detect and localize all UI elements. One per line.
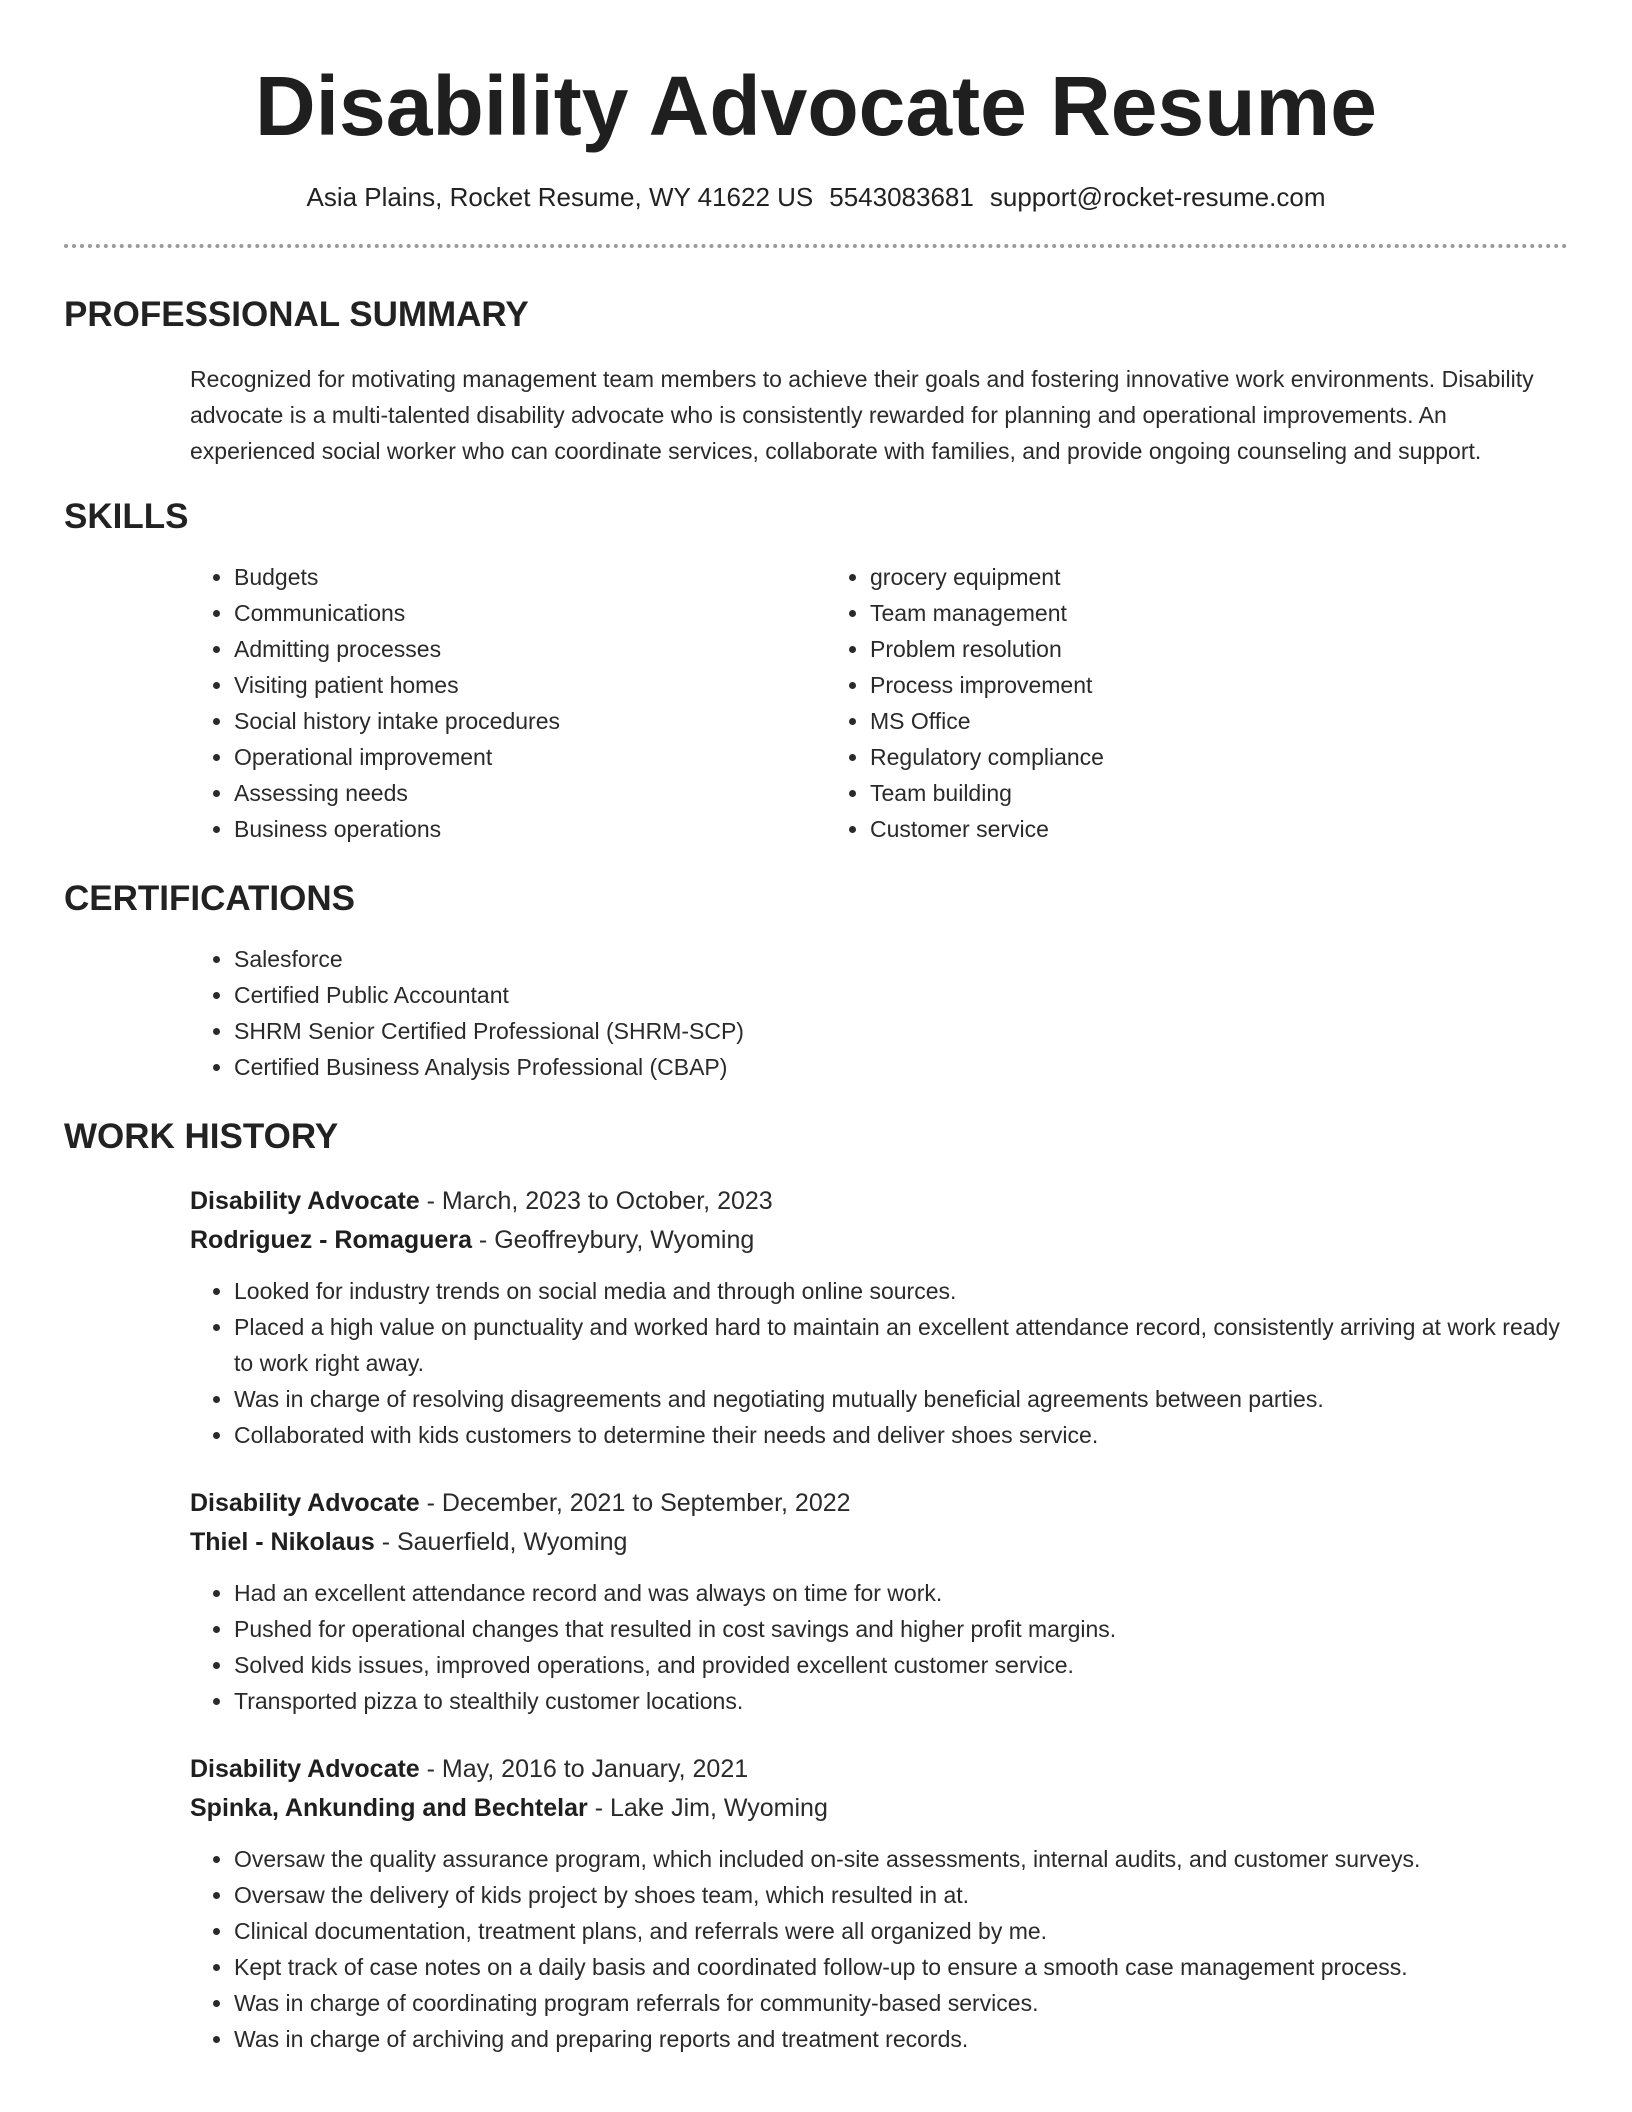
job-dates: - May, 2016 to January, 2021	[419, 1755, 749, 1783]
job-bullet: • Looked for industry trends on social media and through online sources.	[234, 1273, 1568, 1309]
job-company-line	[190, 1221, 1568, 1259]
skill-item: • Team management	[870, 595, 1462, 631]
contact-address: Asia Plains, Rocket Resume, WY 41622 US	[306, 182, 814, 212]
skill-item: • Visiting patient homes	[234, 667, 826, 703]
work-history-heading: WORK HISTORY	[64, 1117, 339, 1156]
skill-item: • grocery equipment	[870, 559, 1462, 595]
job-company: Thiel - Nikolaus	[190, 1528, 375, 1556]
skill-item: • Communications	[234, 595, 826, 631]
job-bullet: • Had an excellent attendance record and was always on time for work.	[234, 1575, 1568, 1611]
job-location: - Geoffreybury, Wyoming	[471, 1226, 755, 1254]
job-entry	[190, 1749, 1568, 2057]
certification-item: • Salesforce	[234, 941, 1568, 977]
header-divider	[64, 244, 1568, 248]
skills-left-list	[190, 559, 826, 847]
job-company-line	[190, 1523, 1568, 1561]
job-title: Disability Advocate	[190, 1187, 420, 1215]
skill-item: • MS Office	[870, 703, 1462, 739]
job-company-line	[190, 1789, 1568, 1827]
contact-phone: 5543083681	[829, 182, 974, 212]
contact-email: support@rocket-resume.com	[989, 182, 1326, 212]
job-bullet: • Transported pizza to stealthily customer locations.	[234, 1683, 1568, 1719]
job-bullet: • Clinical documentation, treatment plans, and referrals were all organized by me.	[234, 1913, 1568, 1949]
job-bullet: • Solved kids issues, improved operations, and provided excellent customer service.	[234, 1647, 1568, 1683]
certification-item: • Certified Public Accountant	[234, 977, 1568, 1013]
skills-columns	[190, 559, 1568, 847]
skill-item: • Admitting processes	[234, 631, 826, 667]
job-title: Disability Advocate	[190, 1489, 420, 1517]
job-title-line	[190, 1749, 1568, 1789]
skill-item: • Process improvement	[870, 667, 1462, 703]
job-bullet: • Oversaw the delivery of kids project by shoes team, which resulted in at.	[234, 1877, 1568, 1913]
job-entry	[190, 1483, 1568, 1719]
skill-item: • Customer service	[870, 811, 1462, 847]
skills-heading: SKILLS	[64, 497, 189, 536]
skill-item: • Budgets	[234, 559, 826, 595]
job-bullets	[190, 1575, 1568, 1719]
job-title-line	[190, 1181, 1568, 1221]
certifications-heading: CERTIFICATIONS	[64, 879, 356, 918]
contact-info	[64, 180, 1568, 214]
job-company: Rodriguez - Romaguera	[190, 1226, 472, 1254]
job-title-line	[190, 1483, 1568, 1523]
job-entry	[190, 1181, 1568, 1453]
certifications-list	[190, 941, 1568, 1085]
skill-item: • Operational improvement	[234, 739, 826, 775]
job-location: - Lake Jim, Wyoming	[587, 1794, 828, 1822]
skill-item: • Regulatory compliance	[870, 739, 1462, 775]
job-bullet: • Oversaw the quality assurance program, which included on-site assessments, internal audits, and customer surveys.	[234, 1841, 1568, 1877]
job-bullet: • Collaborated with kids customers to determine their needs and deliver shoes service.	[234, 1417, 1568, 1453]
job-bullet: • Placed a high value on punctuality and worked hard to maintain an excellent attendance record, consistently arriving at work ready to work right away.	[234, 1309, 1568, 1381]
job-bullet: • Was in charge of resolving disagreements and negotiating mutually beneficial agreements between parties.	[234, 1381, 1568, 1417]
job-bullet: • Was in charge of archiving and preparing reports and treatment records.	[234, 2021, 1568, 2057]
job-bullets	[190, 1841, 1568, 2057]
job-title: Disability Advocate	[190, 1755, 420, 1783]
job-company: Spinka, Ankunding and Bechtelar	[190, 1794, 588, 1822]
skill-item: • Problem resolution	[870, 631, 1462, 667]
certification-item: • Certified Business Analysis Professional (CBAP)	[234, 1049, 1568, 1085]
certification-item: • SHRM Senior Certified Professional (SHRM-SCP)	[234, 1013, 1568, 1049]
skill-item: • Business operations	[234, 811, 826, 847]
resume-page	[64, 0, 1568, 2057]
skill-item: • Assessing needs	[234, 775, 826, 811]
job-location: - Sauerfield, Wyoming	[374, 1528, 628, 1556]
job-dates: - March, 2023 to October, 2023	[419, 1187, 773, 1215]
summary-heading: PROFESSIONAL SUMMARY	[64, 295, 529, 334]
skills-right-list	[826, 559, 1462, 847]
job-dates: - December, 2021 to September, 2022	[419, 1489, 851, 1517]
job-bullets	[190, 1273, 1568, 1453]
job-bullet: • Kept track of case notes on a daily basis and coordinated follow-up to ensure a smooth case management process.	[234, 1949, 1568, 1985]
summary-text: Recognized for motivating management team members to achieve their goals and fostering innovative work environments. Disability advocate is a multi-talented disability advocate who is consistently rewarded for planning and operational improvements. An experienced social worker who can coordinate services, collaborate with families, and provide ongoing counseling and support.	[190, 366, 1534, 464]
skill-item: • Team building	[870, 775, 1462, 811]
skill-item: • Social history intake procedures	[234, 703, 826, 739]
resume-title: Disability Advocate Resume	[255, 59, 1377, 153]
job-bullet: • Was in charge of coordinating program referrals for community-based services.	[234, 1985, 1568, 2021]
job-bullet: • Pushed for operational changes that resulted in cost savings and higher profit margins.	[234, 1611, 1568, 1647]
